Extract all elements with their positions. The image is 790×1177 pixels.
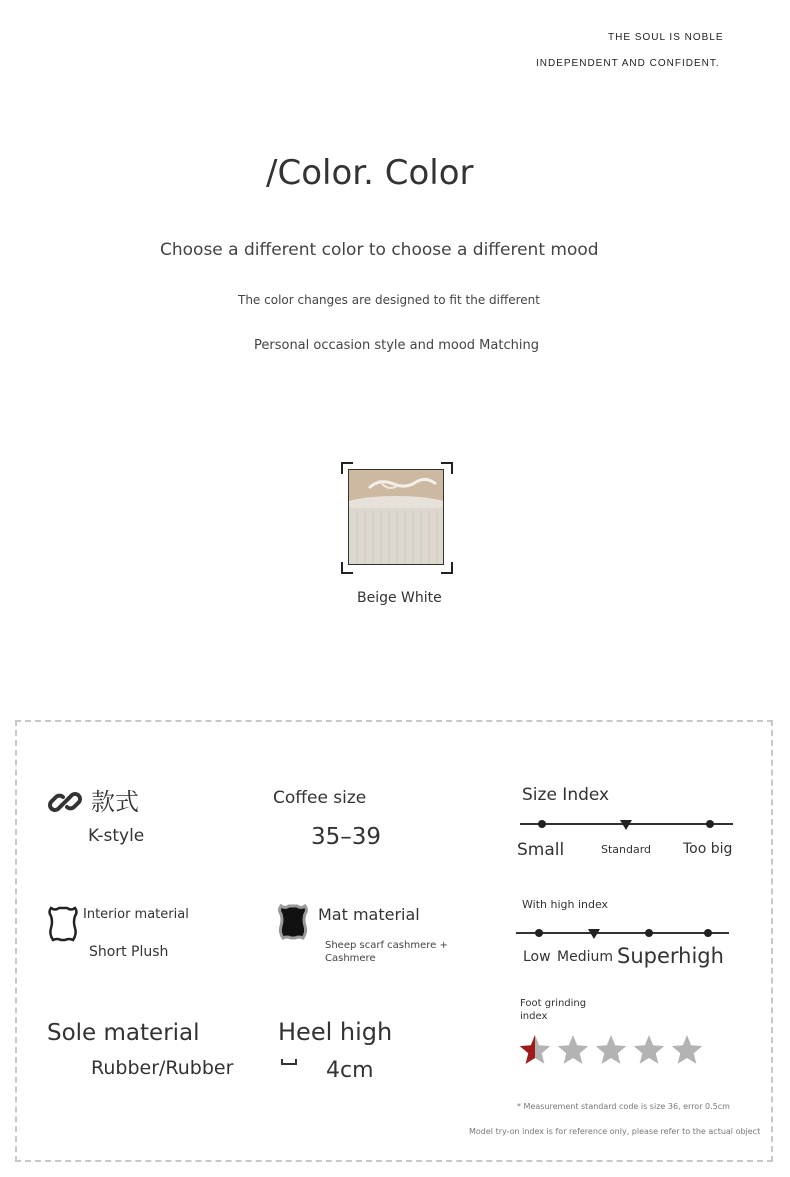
high-index-low: Low xyxy=(523,949,551,965)
sole-label: Sole material xyxy=(47,1020,200,1046)
tagline-soul: THE SOUL IS NOBLE xyxy=(608,32,724,43)
rating-star xyxy=(558,1035,588,1064)
interior-label: Interior material xyxy=(83,907,189,922)
mat-value: Sheep scarf cashmere + Cashmere xyxy=(325,940,448,964)
scale-dot xyxy=(704,929,712,937)
rating-star xyxy=(672,1035,702,1064)
size-label: Coffee size xyxy=(273,788,367,808)
heel-label: Heel high xyxy=(278,1018,393,1046)
color-swatch-beige-white[interactable] xyxy=(341,462,453,574)
description-line-1: The color changes are designed to fit the different xyxy=(238,293,540,307)
description-line-2: Personal occasion style and mood Matching xyxy=(254,338,539,353)
style-label: 款式 xyxy=(91,788,139,816)
tagline-independent: INDEPENDENT AND CONFIDENT. xyxy=(536,58,720,69)
hide-filled-icon xyxy=(275,903,311,947)
swatch-product-image xyxy=(348,469,444,565)
scale-dot xyxy=(538,820,546,828)
page-title: /Color. Color xyxy=(266,153,474,193)
scale-dot xyxy=(706,820,714,828)
high-index-scale xyxy=(516,932,729,934)
rating-stars xyxy=(515,1033,710,1069)
foot-grinding-label: Foot grinding xyxy=(520,998,587,1009)
scale-dot xyxy=(645,929,653,937)
tryon-note: Model try-on index is for reference only, please refer to the actual object xyxy=(469,1127,761,1136)
rating-star xyxy=(634,1035,664,1064)
scale-dot xyxy=(535,929,543,937)
high-index-superhigh: Superhigh xyxy=(617,944,724,968)
high-index-medium: Medium xyxy=(557,949,613,965)
sole-value: Rubber/Rubber xyxy=(91,1057,234,1079)
hide-outline-icon xyxy=(45,905,81,947)
measurement-note: * Measurement standard code is size 36, error 0.5cm xyxy=(517,1102,730,1111)
rating-star xyxy=(596,1035,626,1064)
size-index-too-big: Too big xyxy=(683,841,733,857)
foot-grinding-label-2: index xyxy=(520,1011,548,1022)
chain-link-icon xyxy=(48,785,82,823)
page-subtitle: Choose a different color to choose a different mood xyxy=(160,240,599,260)
foot-grinding-rating xyxy=(515,1033,710,1073)
size-index-label: Size Index xyxy=(522,785,610,805)
high-index-label: With high index xyxy=(522,898,609,911)
scale-marker xyxy=(620,820,632,830)
heel-value: 4cm xyxy=(326,1058,374,1083)
scale-marker xyxy=(588,929,600,939)
heel-bracket-icon xyxy=(281,1051,297,1070)
style-value: K-style xyxy=(88,826,145,846)
color-name-label: Beige White xyxy=(357,590,442,606)
size-index-small: Small xyxy=(517,840,565,860)
interior-value: Short Plush xyxy=(89,944,169,960)
size-index-standard: Standard xyxy=(601,843,652,856)
size-value: 35–39 xyxy=(311,824,382,850)
mat-label: Mat material xyxy=(318,905,420,924)
